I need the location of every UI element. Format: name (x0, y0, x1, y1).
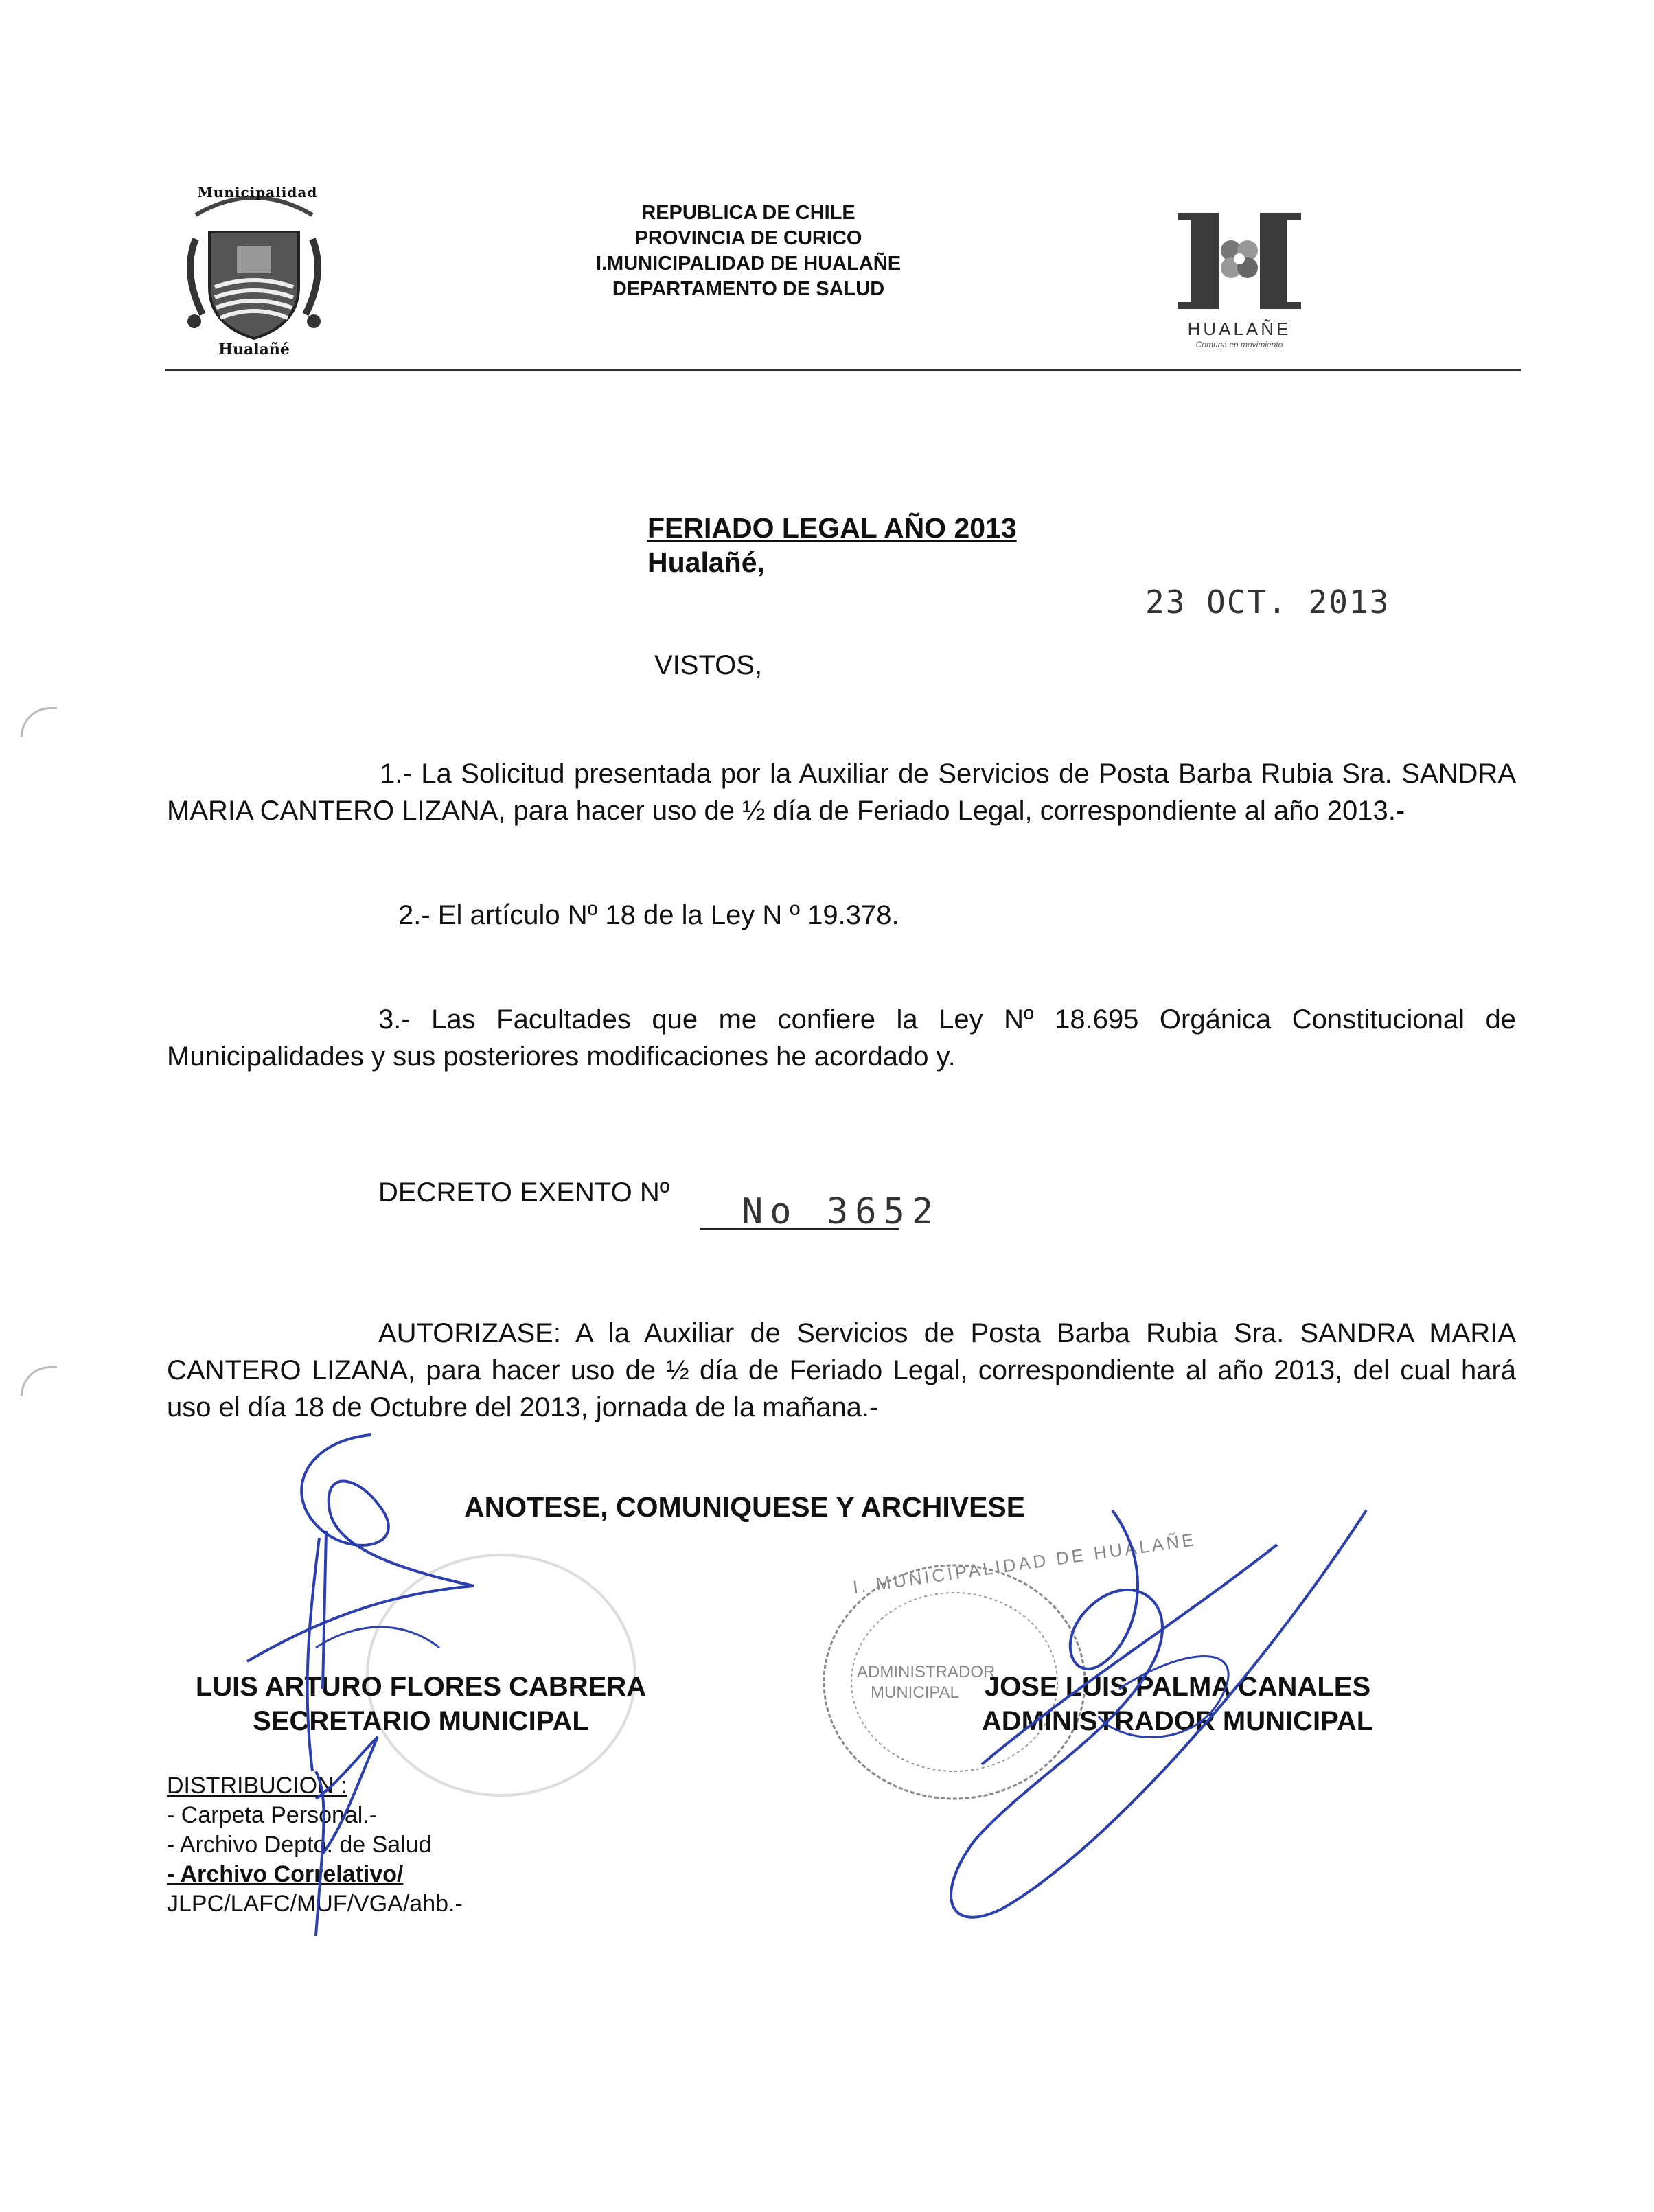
hole-punch-mark-top (21, 707, 57, 737)
logo-name: HUALAÑE (1187, 319, 1291, 339)
decreto-label: DECRETO EXENTO Nº (378, 1177, 670, 1208)
right-signatory-name: JOSE LUIS PALMA CANALES (984, 1672, 1371, 1702)
header-municipalidad: I.MUNICIPALIDAD DE HUALAÑE (595, 253, 901, 275)
stamp-ring-text: I. MUNICIPALIDAD DE HUALAÑE (851, 1529, 1198, 1598)
distribution-item: - Carpeta Personal.- (167, 1802, 378, 1828)
stamp-center-2: MUNICIPAL (871, 1683, 959, 1702)
distribution-item: - Archivo Depto. de Salud (167, 1832, 432, 1858)
crest-top-text: Municipalidad (197, 184, 318, 200)
left-signatory-name: LUIS ARTURO FLORES CABRERA (195, 1672, 647, 1702)
vistos-label: VISTOS, (654, 650, 763, 680)
vistos-item-2: 2.- El artículo Nº 18 de la Ley N º 19.378. (398, 900, 899, 930)
municipal-crest-icon (175, 184, 333, 362)
document-title-block (647, 511, 1017, 579)
hole-punch-mark-bottom (21, 1366, 57, 1396)
header-provincia: PROVINCIA DE CURICO (634, 227, 862, 249)
header-departamento: DEPARTAMENTO DE SALUD (612, 278, 885, 300)
vistos-item-3: 3.- Las Facultades que me confiere la Ley Nº 18.695 Orgánica Constitucional de Municipalidades y sus posteriores modificaciones he acordado y. (167, 1004, 1516, 1072)
left-signatory-role: SECRETARIO MUNICIPAL (253, 1706, 589, 1736)
autorizase-paragraph: AUTORIZASE: A la Auxiliar de Servicios de Posta Barba Rubia Sra. SANDRA MARIA CANTERO LIZANA, para hacer uso de ½ día de Feriado Legal, correspondiente al año 2013, del cual hará uso el día 18 de Octubre del 2013, jornada de la mañana.- (167, 1318, 1516, 1422)
decreto-number: No 3652 (742, 1191, 941, 1232)
distribution-item: - Archivo Correlativo/ (167, 1861, 404, 1887)
vistos-item-1: 1.- La Solicitud presentada por la Auxiliar de Servicios de Posta Barba Rubia Sra. SANDRA MARIA CANTERO LIZANA, para hacer uso de ½ día de Feriado Legal, correspondiente al año 2013.- (167, 759, 1516, 826)
left-handwritten-signature (151, 1414, 673, 1977)
crest-bottom-text: Hualañé (218, 341, 290, 358)
place-line: Hualañé, (647, 546, 765, 578)
header-republica: REPUBLICA DE CHILE (641, 202, 855, 224)
document-title: FERIADO LEGAL AÑO 2013 (647, 512, 1017, 544)
header-divider (165, 369, 1521, 371)
right-signatory-role: ADMINISTRADOR MUNICIPAL (981, 1706, 1374, 1736)
stamp-center-1: ADMINISTRADOR (857, 1663, 996, 1681)
logo-tagline: Comuna en movimiento (1195, 340, 1283, 349)
hualane-logo (1178, 209, 1301, 354)
distribution-heading: DISTRIBUCION : (167, 1773, 347, 1799)
distribution-initials: JLPC/LAFC/MUF/VGA/ahb.- (167, 1891, 463, 1917)
municipal-crest (175, 184, 333, 362)
right-handwritten-signature (893, 1483, 1387, 1950)
date-stamp: 23 OCT. 2013 (1145, 584, 1390, 621)
closing-line: ANOTESE, COMUNIQUESE Y ARCHIVESE (464, 1491, 1026, 1523)
hualane-h-logo-icon (1178, 209, 1301, 312)
header-text-block (536, 200, 961, 302)
